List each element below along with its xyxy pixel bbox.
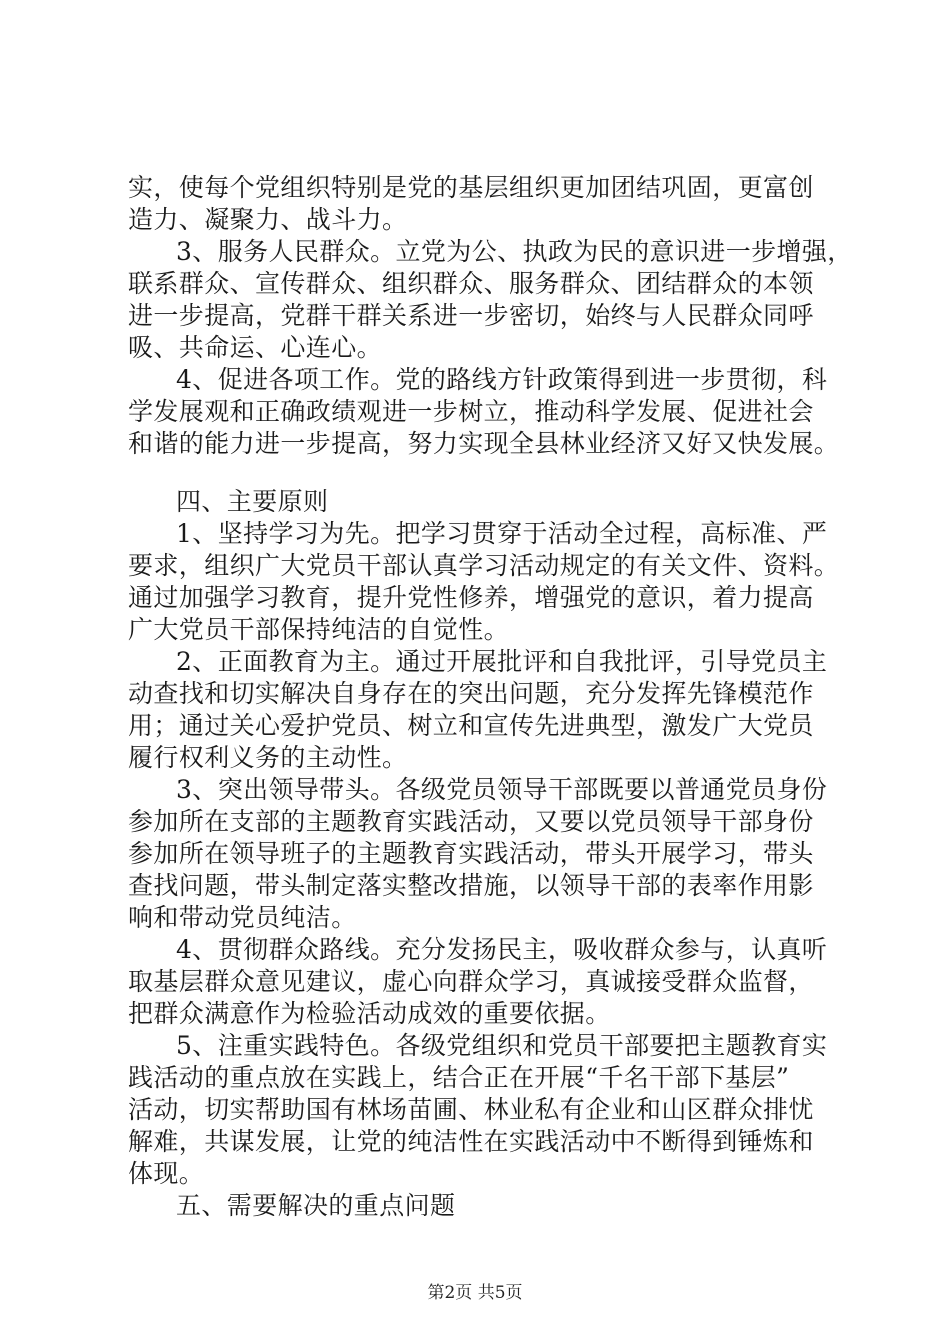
paragraph-line: 履行权利义务的主动性。 bbox=[128, 743, 408, 772]
paragraph-line: 用；通过关心爱护党员、树立和宣传先进典型，激发广大党员 bbox=[128, 711, 814, 740]
paragraph-line: 取基层群众意见建议，虚心向群众学习，真诚接受群众监督， bbox=[128, 967, 814, 996]
paragraph-line: 3、突出领导带头。各级党员领导干部既要以普通党员身份 bbox=[176, 775, 828, 804]
paragraph-line: 学发展观和正确政绩观进一步树立，推动科学发展、促进社会 bbox=[128, 397, 814, 426]
paragraph-line: 联系群众、宣传群众、组织群众、服务群众、团结群众的本领 bbox=[128, 269, 814, 298]
paragraph-line: 解难，共谋发展，让党的纯洁性在实践活动中不断得到锤炼和 bbox=[128, 1127, 814, 1156]
paragraph-line: 3、服务人民群众。立党为公、执政为民的意识进一步增强， bbox=[176, 237, 853, 266]
document-body bbox=[128, 172, 853, 1222]
paragraph-line: 参加所在领导班子的主题教育实践活动，带头开展学习，带头 bbox=[128, 839, 814, 868]
paragraph-line: 践活动的重点放在实践上，结合正在开展“千名干部下基层” bbox=[128, 1063, 790, 1092]
paragraph-line: 要求，组织广大党员干部认真学习活动规定的有关文件、资料。 bbox=[128, 551, 840, 580]
section-heading: 四、主要原则 bbox=[176, 487, 329, 516]
paragraph-line: 参加所在支部的主题教育实践活动，又要以党员领导干部身份 bbox=[128, 807, 814, 836]
paragraph-line: 实，使每个党组织特别是党的基层组织更加团结巩固，更富创 bbox=[128, 173, 814, 202]
section-heading: 五、需要解决的重点问题 bbox=[176, 1191, 456, 1220]
paragraph-line: 广大党员干部保持纯洁的自觉性。 bbox=[128, 615, 510, 644]
paragraph-line: 进一步提高，党群干群关系进一步密切，始终与人民群众同呼 bbox=[128, 301, 814, 330]
paragraph-line: 响和带动党员纯洁。 bbox=[128, 903, 357, 932]
page-number-footer: 第2页 共5页 bbox=[427, 1283, 523, 1303]
paragraph-line: 把群众满意作为检验活动成效的重要依据。 bbox=[128, 999, 611, 1028]
paragraph-line: 活动，切实帮助国有林场苗圃、林业私有企业和山区群众排忧 bbox=[128, 1095, 814, 1124]
paragraph-line: 吸、共命运、心连心。 bbox=[128, 333, 383, 362]
paragraph-line: 5、注重实践特色。各级党组织和党员干部要把主题教育实 bbox=[176, 1031, 828, 1060]
paragraph-line: 4、贯彻群众路线。充分发扬民主，吸收群众参与，认真听 bbox=[176, 935, 828, 964]
paragraph-line: 动查找和切实解决自身存在的突出问题，充分发挥先锋模范作 bbox=[128, 679, 814, 708]
paragraph-line: 造力、凝聚力、战斗力。 bbox=[128, 205, 408, 234]
paragraph-line: 和谐的能力进一步提高，努力实现全县林业经济又好又快发展。 bbox=[128, 429, 840, 458]
paragraph-line: 查找问题，带头制定落实整改措施，以领导干部的表率作用影 bbox=[128, 871, 814, 900]
paragraph-line: 2、正面教育为主。通过开展批评和自我批评，引导党员主 bbox=[176, 647, 828, 676]
paragraph-line: 体现。 bbox=[128, 1159, 205, 1188]
paragraph-line: 4、促进各项工作。党的路线方针政策得到进一步贯彻，科 bbox=[176, 365, 828, 394]
paragraph-line: 1、坚持学习为先。把学习贯穿于活动全过程，高标准、严 bbox=[176, 519, 828, 548]
paragraph-line: 通过加强学习教育，提升党性修养，增强党的意识，着力提高 bbox=[128, 583, 814, 612]
